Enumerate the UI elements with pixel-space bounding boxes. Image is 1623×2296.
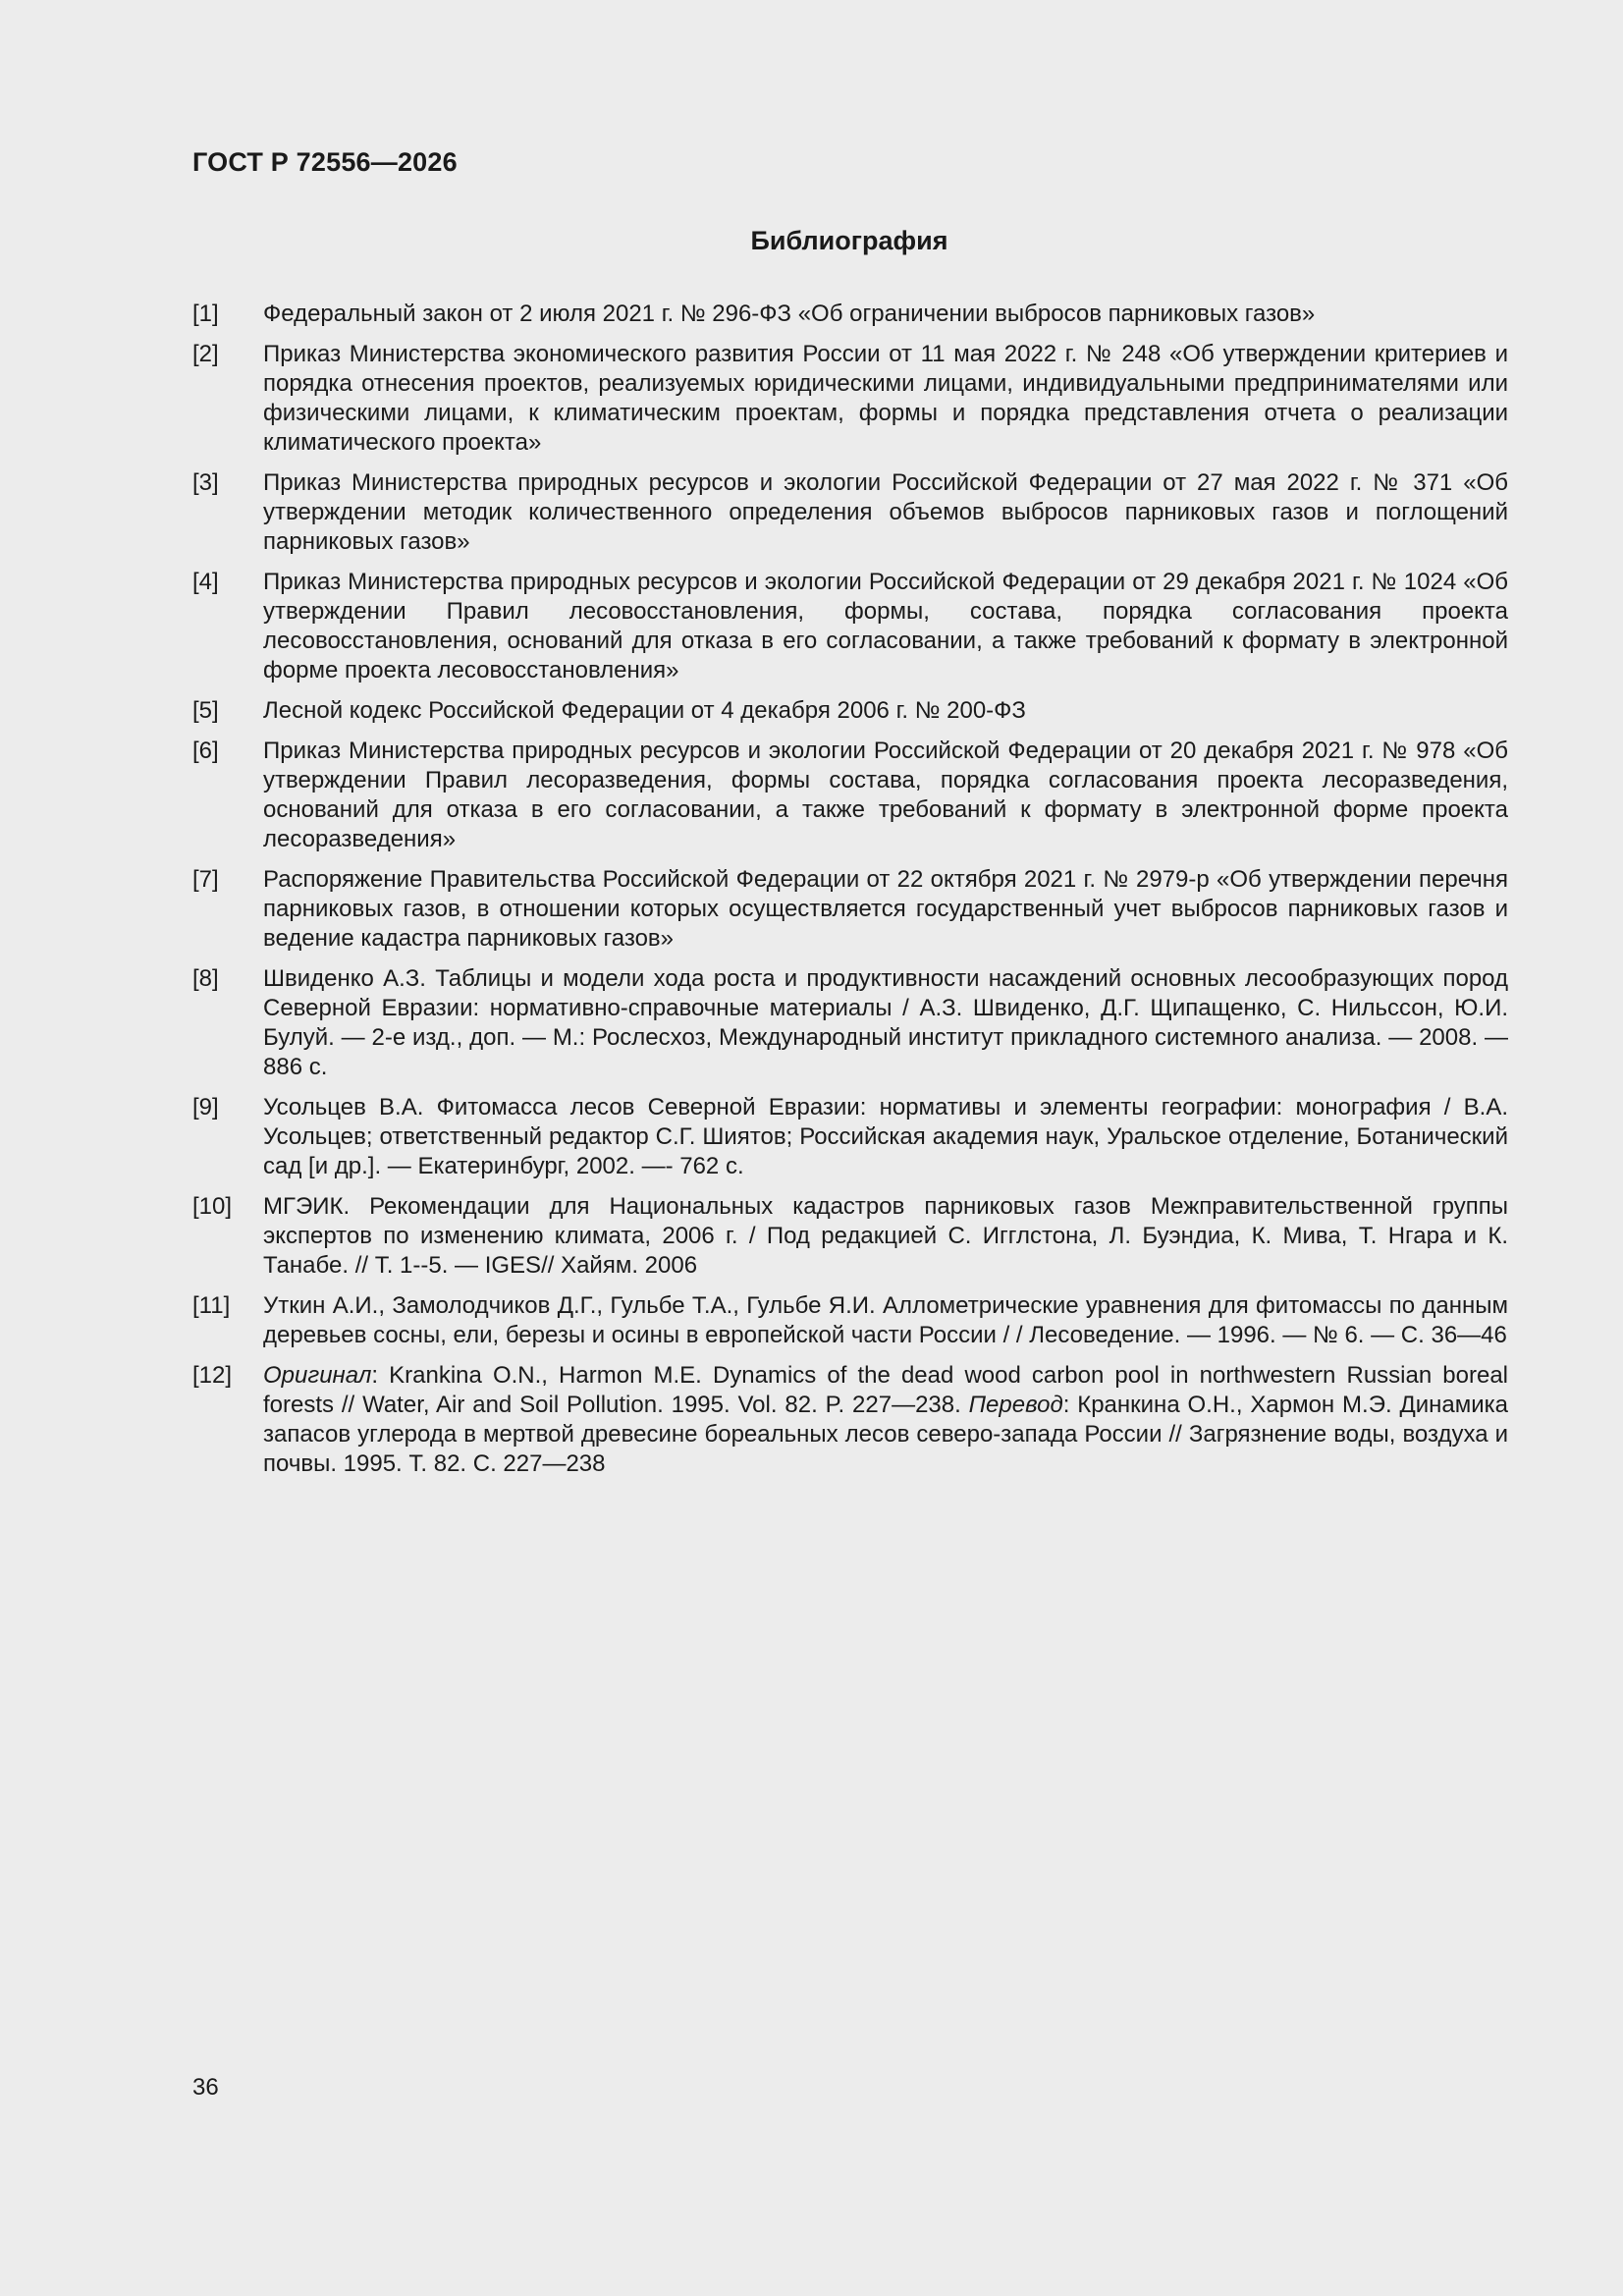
section-title: Библиография (750, 226, 948, 255)
entry-text: Усольцев В.А. Фитомасса лесов Северной Евразии: нормативы и элементы географии: монография / В.А. Усольцев; ответственный редактор С.Г. Шиятов; Российская академия наук, Уральское отделение, Ботанический сад [и др.]. — Екатеринбург, 2002. —- 762 с. (263, 1094, 1508, 1179)
translation-label: Перевод (968, 1392, 1063, 1418)
page-number: 36 (192, 2074, 219, 2101)
entry-number: [10] (192, 1193, 233, 1220)
entry-number: [1] (192, 301, 219, 327)
original-label: Оригинал (263, 1362, 372, 1389)
bibliography-entry (192, 696, 1508, 726)
entry-text: Распоряжение Правительства Российской Федерации от 22 октября 2021 г. № 2979-р «Об утверждении перечня парниковых газов, в отношении которых осуществляется государственный учет выбросов парниковых газов и ведение кадастра парниковых газов» (263, 866, 1508, 952)
bibliography-entry (192, 1192, 1508, 1281)
bibliography-entry (192, 737, 1508, 854)
bibliography-entry (192, 468, 1508, 557)
entry-text (263, 1361, 1508, 1479)
bibliography-list (192, 300, 1508, 1490)
entry-text: Приказ Министерства природных ресурсов и экологии Российской Федерации от 27 мая 2022 г. № 371 «Об утверждении методик количественного определения объемов выбросов парниковых газов и поглощений парниковых газов» (263, 469, 1508, 555)
bibliography-entry (192, 568, 1508, 685)
entry-number: [8] (192, 965, 219, 992)
entry-number: [7] (192, 866, 219, 893)
entry-text: МГЭИК. Рекомендации для Национальных кадастров парниковых газов Межправительственной группы экспертов по изменению климата, 2006 г. / Под редакцией С. Игглстона, Л. Буэндиа, К. Мива, Т. Нгара и К. Танабе. // Т. 1--5. — IGES// Хайям. 2006 (263, 1193, 1508, 1279)
entry-text: Лесной кодекс Российской Федерации от 4 декабря 2006 г. № 200-ФЗ (263, 697, 1026, 724)
translation-citation: : Кранкина О.Н., Хармон М.Э. Динамика запасов углерода в мертвой древесине бореальных лесов северо-запада России // Загрязнение воды, воздуха и почвы. 1995. Т. 82. С. 227—238 (263, 1392, 1509, 1477)
bibliography-entry (192, 340, 1508, 458)
standard-header: ГОСТ Р 72556—2026 (192, 147, 458, 177)
bibliography-entry (192, 1291, 1508, 1350)
entry-number: [3] (192, 469, 219, 496)
bibliography-entry (192, 865, 1508, 954)
entry-number: [11] (192, 1292, 231, 1319)
entry-text: Федеральный закон от 2 июля 2021 г. № 296-ФЗ «Об ограничении выбросов парниковых газов» (263, 301, 1316, 327)
entry-text: Приказ Министерства экономического развития России от 11 мая 2022 г. № 248 «Об утверждении критериев и порядка отнесения проектов, реализуемых юридическими лицами, индивидуальными предпринимателями или физическими лицами, к климатическим проектам, формы и порядка представления отчета о реализации климатического проекта» (263, 341, 1508, 456)
bibliography-entry (192, 964, 1508, 1082)
entry-number: [2] (192, 341, 219, 367)
entry-number: [9] (192, 1094, 219, 1121)
bibliography-entry (192, 1093, 1508, 1181)
entry-number: [12] (192, 1362, 233, 1389)
entry-text: Приказ Министерства природных ресурсов и экологии Российской Федерации от 29 декабря 2021 г. № 1024 «Об утверждении Правил лесовосстановления, формы, состава, порядка согласования проекта лесовосстановления, оснований для отказа в его согласовании, а также требований к формату в электронной форме проекта лесовосстановления» (263, 569, 1508, 683)
entry-text: Швиденко А.З. Таблицы и модели хода роста и продуктивности насаждений основных лесообразующих пород Северной Евразии: нормативно-справочные материалы / А.З. Швиденко, Д.Г. Щипащенко, С. Нильссон, Ю.И. Булуй. — 2-е изд., доп. — М.: Рослесхоз, Международный институт прикладного системного анализа. — 2008. — 886 с. (263, 965, 1508, 1080)
entry-text: Приказ Министерства природных ресурсов и экологии Российской Федерации от 20 декабря 2021 г. № 978 «Об утверждении Правил лесоразведения, формы состава, порядка согласования проекта лесоразведения, оснований для отказа в его согласовании, а также требований к формату в электронной форме проекта лесоразведения» (263, 738, 1508, 852)
entry-text: Уткин А.И., Замолодчиков Д.Г., Гульбе Т.А., Гульбе Я.И. Аллометрические уравнения для фитомассы по данным деревьев сосны, ели, березы и осины в европейской части России / / Лесоведение. — 1996. — № 6. — С. 36—46 (263, 1292, 1508, 1348)
entry-number: [4] (192, 569, 219, 595)
entry-number: [6] (192, 738, 219, 764)
bibliography-entry (192, 300, 1508, 329)
original-citation: : Krankina O.N., Harmon M.E. Dynamics of the dead wood carbon pool in northwestern Russian boreal forests // Water, Air and Soil Pollution. 1995. Vol. 82. P. 227—238. (263, 1362, 1508, 1418)
entry-number: [5] (192, 697, 219, 724)
bibliography-entry (192, 1361, 1508, 1479)
